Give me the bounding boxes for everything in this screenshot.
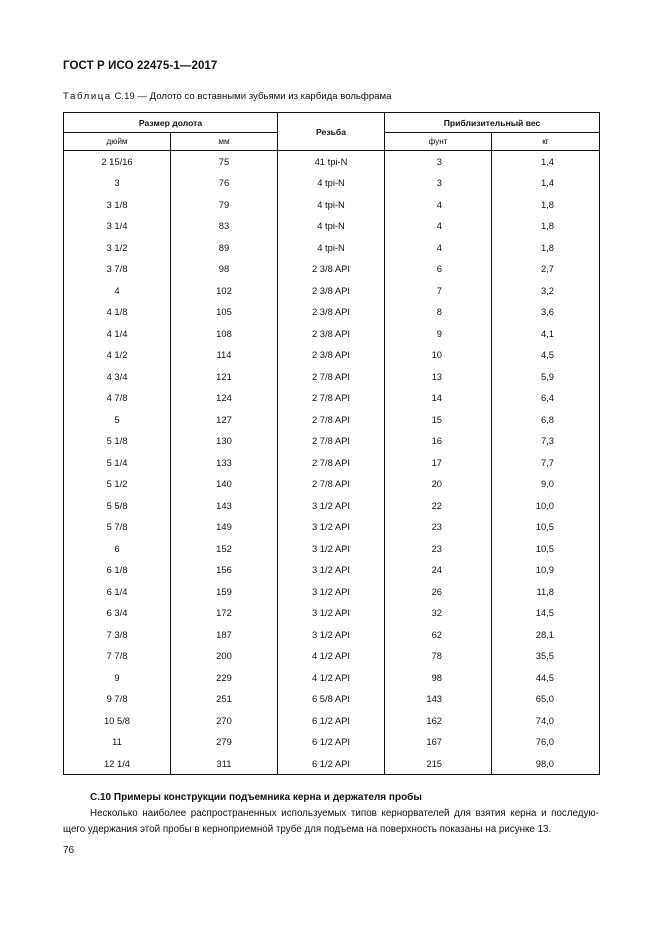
cell-mm: 79 <box>171 194 278 216</box>
cell-inch: 3 <box>64 172 171 194</box>
cell-inch: 4 1/2 <box>64 344 171 366</box>
cell-lb: 24 <box>385 559 492 581</box>
cell-lb: 167 <box>385 731 492 753</box>
cell-lb: 23 <box>385 538 492 560</box>
cell-mm: 83 <box>171 215 278 237</box>
cell-mm: 149 <box>171 516 278 538</box>
cell-kg: 28,1 <box>492 624 600 646</box>
section-paragraph <box>63 806 599 838</box>
table-row <box>64 194 600 216</box>
header-approx-weight: Приблизительный вес <box>385 113 600 133</box>
cell-lb: 6 <box>385 258 492 280</box>
cell-mm: 172 <box>171 602 278 624</box>
cell-thread: 41 tpi-N <box>278 151 385 173</box>
cell-lb: 215 <box>385 753 492 775</box>
cell-thread: 4 1/2 API <box>278 645 385 667</box>
table-row <box>64 645 600 667</box>
cell-kg: 10,5 <box>492 538 600 560</box>
cell-inch: 6 3/4 <box>64 602 171 624</box>
page-number: 76 <box>63 845 75 856</box>
table-row <box>64 516 600 538</box>
cell-mm: 270 <box>171 710 278 732</box>
subheader-inch: дюйм <box>64 133 171 151</box>
cell-inch: 7 3/8 <box>64 624 171 646</box>
cell-thread: 2 3/8 API <box>278 323 385 345</box>
cell-thread: 2 7/8 API <box>278 452 385 474</box>
cell-thread: 4 tpi-N <box>278 237 385 259</box>
cell-mm: 75 <box>171 151 278 173</box>
cell-thread: 3 1/2 API <box>278 495 385 517</box>
cell-inch: 4 1/4 <box>64 323 171 345</box>
cell-mm: 121 <box>171 366 278 388</box>
cell-inch: 12 1/4 <box>64 753 171 775</box>
table-row <box>64 366 600 388</box>
cell-kg: 76,0 <box>492 731 600 753</box>
subheader-mm: мм <box>171 133 278 151</box>
cell-inch: 3 1/8 <box>64 194 171 216</box>
cell-thread: 2 3/8 API <box>278 280 385 302</box>
cell-inch: 6 1/4 <box>64 581 171 603</box>
cell-lb: 7 <box>385 280 492 302</box>
cell-kg: 6,4 <box>492 387 600 409</box>
cell-inch: 4 <box>64 280 171 302</box>
cell-kg: 7,7 <box>492 452 600 474</box>
table-row <box>64 258 600 280</box>
cell-lb: 20 <box>385 473 492 495</box>
cell-inch: 3 7/8 <box>64 258 171 280</box>
cell-inch: 4 3/4 <box>64 366 171 388</box>
cell-inch: 5 1/8 <box>64 430 171 452</box>
cell-lb: 16 <box>385 430 492 452</box>
table-row <box>64 688 600 710</box>
table-row <box>64 624 600 646</box>
cell-lb: 4 <box>385 215 492 237</box>
cell-kg: 11,8 <box>492 581 600 603</box>
cell-kg: 3,6 <box>492 301 600 323</box>
cell-thread: 3 1/2 API <box>278 624 385 646</box>
cell-lb: 62 <box>385 624 492 646</box>
cell-inch: 5 7/8 <box>64 516 171 538</box>
cell-mm: 98 <box>171 258 278 280</box>
cell-kg: 1,8 <box>492 237 600 259</box>
table-caption-prefix: Таблица <box>63 91 112 102</box>
cell-thread: 2 7/8 API <box>278 409 385 431</box>
cell-thread: 2 7/8 API <box>278 387 385 409</box>
table-row <box>64 344 600 366</box>
cell-mm: 102 <box>171 280 278 302</box>
table-row <box>64 473 600 495</box>
cell-inch: 3 1/2 <box>64 237 171 259</box>
cell-kg: 10,9 <box>492 559 600 581</box>
table-row <box>64 280 600 302</box>
table-row <box>64 430 600 452</box>
cell-thread: 3 1/2 API <box>278 538 385 560</box>
cell-inch: 2 15/16 <box>64 151 171 173</box>
cell-inch: 6 <box>64 538 171 560</box>
cell-mm: 89 <box>171 237 278 259</box>
cell-thread: 4 tpi-N <box>278 172 385 194</box>
cell-lb: 14 <box>385 387 492 409</box>
cell-inch: 4 7/8 <box>64 387 171 409</box>
subheader-kg: кг <box>492 133 600 151</box>
cell-inch: 5 1/2 <box>64 473 171 495</box>
cell-thread: 6 1/2 API <box>278 710 385 732</box>
cell-thread: 2 3/8 API <box>278 258 385 280</box>
header-thread: Резьба <box>278 113 385 151</box>
table-row <box>64 387 600 409</box>
cell-thread: 2 7/8 API <box>278 430 385 452</box>
cell-kg: 7,3 <box>492 430 600 452</box>
cell-inch: 7 7/8 <box>64 645 171 667</box>
cell-kg: 35,5 <box>492 645 600 667</box>
table-row <box>64 559 600 581</box>
table-row <box>64 409 600 431</box>
table-row <box>64 710 600 732</box>
table-row <box>64 215 600 237</box>
cell-thread: 2 3/8 API <box>278 301 385 323</box>
cell-kg: 10,5 <box>492 516 600 538</box>
cell-lb: 23 <box>385 516 492 538</box>
cell-kg: 98,0 <box>492 753 600 775</box>
table-row <box>64 581 600 603</box>
cell-mm: 140 <box>171 473 278 495</box>
bit-data-table <box>63 112 600 775</box>
cell-thread: 4 tpi-N <box>278 215 385 237</box>
cell-mm: 108 <box>171 323 278 345</box>
table-row <box>64 151 600 173</box>
table-row <box>64 538 600 560</box>
cell-thread: 3 1/2 API <box>278 559 385 581</box>
cell-mm: 187 <box>171 624 278 646</box>
subheader-lb: фунт <box>385 133 492 151</box>
cell-inch: 4 1/8 <box>64 301 171 323</box>
cell-kg: 4,1 <box>492 323 600 345</box>
cell-mm: 105 <box>171 301 278 323</box>
cell-inch: 9 <box>64 667 171 689</box>
table-caption <box>63 91 391 102</box>
cell-inch: 6 1/8 <box>64 559 171 581</box>
cell-mm: 159 <box>171 581 278 603</box>
cell-lb: 13 <box>385 366 492 388</box>
cell-lb: 10 <box>385 344 492 366</box>
table-row <box>64 602 600 624</box>
cell-mm: 279 <box>171 731 278 753</box>
cell-thread: 6 1/2 API <box>278 731 385 753</box>
cell-lb: 98 <box>385 667 492 689</box>
cell-mm: 200 <box>171 645 278 667</box>
cell-kg: 65,0 <box>492 688 600 710</box>
table-row <box>64 753 600 775</box>
cell-kg: 74,0 <box>492 710 600 732</box>
cell-kg: 1,8 <box>492 215 600 237</box>
cell-lb: 8 <box>385 301 492 323</box>
cell-mm: 76 <box>171 172 278 194</box>
cell-thread: 3 1/2 API <box>278 581 385 603</box>
table-row <box>64 172 600 194</box>
cell-lb: 17 <box>385 452 492 474</box>
section-paragraph-text: Несколько наиболее распространенных используемых типов кернорвателей для взятия керна и последую-щего удержания этой пробы в керноприемной трубе для подъема на поверхность показаны на рисунке 13. <box>63 808 599 835</box>
cell-thread: 6 5/8 API <box>278 688 385 710</box>
cell-lb: 78 <box>385 645 492 667</box>
table-row <box>64 667 600 689</box>
header-bit-size: Размер долота <box>64 113 278 133</box>
table-caption-text: С.19 — Долото со вставными зубьями из карбида вольфрама <box>111 91 392 102</box>
table-row <box>64 323 600 345</box>
table-row <box>64 731 600 753</box>
cell-lb: 32 <box>385 602 492 624</box>
cell-thread: 4 1/2 API <box>278 667 385 689</box>
cell-thread: 4 tpi-N <box>278 194 385 216</box>
cell-lb: 9 <box>385 323 492 345</box>
cell-lb: 143 <box>385 688 492 710</box>
cell-lb: 4 <box>385 237 492 259</box>
cell-thread: 3 1/2 API <box>278 602 385 624</box>
cell-kg: 1,8 <box>492 194 600 216</box>
cell-lb: 15 <box>385 409 492 431</box>
cell-thread: 2 7/8 API <box>278 473 385 495</box>
table-body <box>64 151 600 775</box>
table-row <box>64 452 600 474</box>
cell-mm: 311 <box>171 753 278 775</box>
document-title: ГОСТ Р ИСО 22475-1—2017 <box>63 60 218 72</box>
cell-lb: 4 <box>385 194 492 216</box>
cell-kg: 4,5 <box>492 344 600 366</box>
cell-mm: 251 <box>171 688 278 710</box>
cell-kg: 14,5 <box>492 602 600 624</box>
cell-lb: 22 <box>385 495 492 517</box>
cell-kg: 9,0 <box>492 473 600 495</box>
cell-kg: 5,9 <box>492 366 600 388</box>
cell-thread: 3 1/2 API <box>278 516 385 538</box>
cell-kg: 2,7 <box>492 258 600 280</box>
cell-inch: 5 1/4 <box>64 452 171 474</box>
cell-kg: 6,8 <box>492 409 600 431</box>
cell-thread: 2 7/8 API <box>278 366 385 388</box>
cell-inch: 11 <box>64 731 171 753</box>
cell-inch: 5 <box>64 409 171 431</box>
cell-mm: 143 <box>171 495 278 517</box>
cell-mm: 156 <box>171 559 278 581</box>
cell-mm: 130 <box>171 430 278 452</box>
cell-kg: 3,2 <box>492 280 600 302</box>
cell-mm: 127 <box>171 409 278 431</box>
cell-mm: 152 <box>171 538 278 560</box>
cell-lb: 162 <box>385 710 492 732</box>
cell-thread: 6 1/2 API <box>278 753 385 775</box>
cell-kg: 44,5 <box>492 667 600 689</box>
cell-inch: 5 5/8 <box>64 495 171 517</box>
cell-mm: 124 <box>171 387 278 409</box>
cell-lb: 3 <box>385 151 492 173</box>
cell-mm: 229 <box>171 667 278 689</box>
cell-kg: 10,0 <box>492 495 600 517</box>
cell-kg: 1,4 <box>492 151 600 173</box>
cell-inch: 3 1/4 <box>64 215 171 237</box>
section-heading: С.10 Примеры конструкции подъемника керна и держателя пробы <box>90 792 422 803</box>
table-row <box>64 495 600 517</box>
cell-mm: 114 <box>171 344 278 366</box>
cell-kg: 1,4 <box>492 172 600 194</box>
cell-lb: 26 <box>385 581 492 603</box>
cell-lb: 3 <box>385 172 492 194</box>
cell-mm: 133 <box>171 452 278 474</box>
cell-thread: 2 3/8 API <box>278 344 385 366</box>
table-row <box>64 237 600 259</box>
cell-inch: 10 5/8 <box>64 710 171 732</box>
cell-inch: 9 7/8 <box>64 688 171 710</box>
table-row <box>64 301 600 323</box>
